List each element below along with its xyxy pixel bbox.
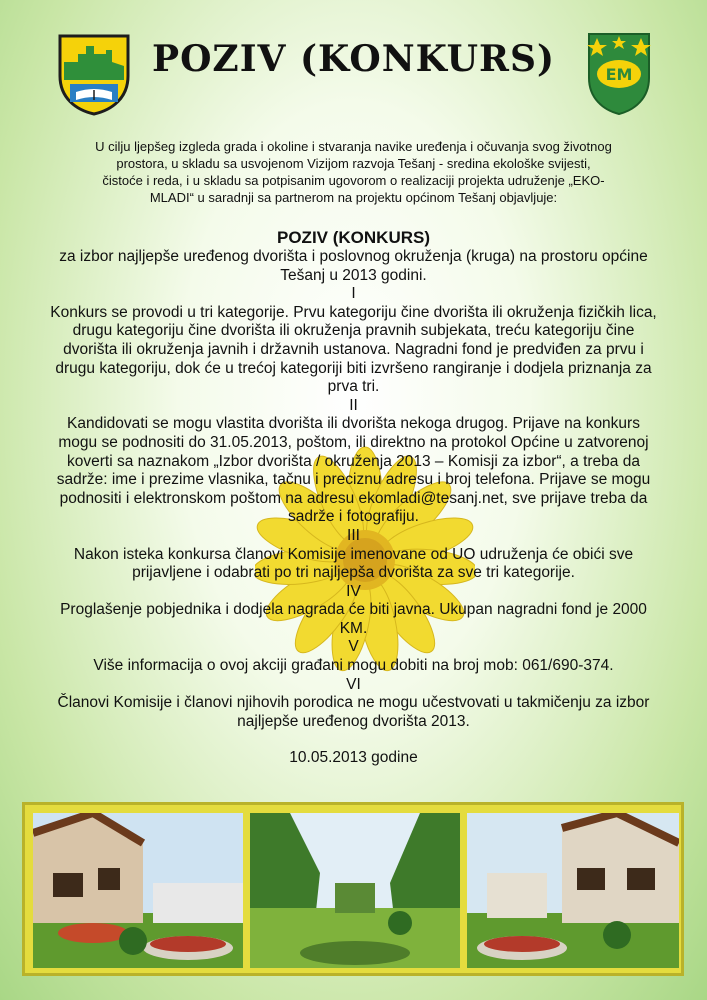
page-title: POZIV (KONKURS): [152, 38, 555, 80]
announcement-heading: POZIV (KONKURS): [277, 228, 430, 247]
announcement-subheading: za izbor najljepše uređenog dvorišta i poslovnog okruženja (kruga) na prostoru općine Tešanj u 2013 godini.: [59, 248, 648, 284]
section-number: II: [349, 396, 358, 414]
announcement-body: [50, 228, 657, 768]
garden-photo-1: [33, 813, 243, 968]
section-number: VI: [346, 675, 361, 693]
section-text: Konkurs se provodi u tri kategorije. Prvu kategoriju čine dvorišta ili okruženja fizičkih lica, drugu kategoriju čine dvorišta ili okruženja pravnih subjekata, treću kategoriju čine dvorišta ili okruženja javnih i državnih ustanova. Nagradni fond je predviđen za prvu i drugu kategoriju, dok će u trećoj kategoriji biti izvršeno rangiranje i dodjela priznanja za prva tri.: [50, 303, 657, 396]
section-number: I: [351, 285, 356, 303]
section-text: Kandidovati se mogu vlastita dvorišta ili dvorišta nekoga drugog. Prijave na konkurs mogu se podnositi do 31.05.2013, poštom, ili direktno na protokol Općine u zatvorenoj koverti sa naznakom „Izbor dvorišta / okruženja 2013 – Komisji za izbor“, a treba da sadrže: ime i prezime vlasnika, tačnu i preciznu adresu i broj telefona. Prijave se mogu podnositi i elektronskom poštom na adresu ekomladi@tesanj.net, sve prijave treba da sadrže i fotografiju.: [56, 415, 651, 526]
garden-photo-3: [467, 813, 679, 968]
section-text: Proglašenje pobjednika i dodjela nagrada će biti javna. Ukupan nagradni fond je 2000 KM.: [60, 601, 647, 637]
intro-paragraph: U cilju ljepšeg izgleda grada i okoline i stvaranja navike uređenja i očuvanja svog životnog prostora, u skladu sa usvojenom Vizijom razvoja Tešanj - sredina ekološke svijesti, čistoće i reda, i u skladu sa potpisanim ugovorom o realizaciji projekta udruženje „EKO-MLADI“ u saradnji sa partnerom na projektu općinom Tešanj objavljuje:: [95, 139, 612, 205]
section-text: Članovi Komisije i članovi njihovih porodica ne mogu učestvovati u takmičenju za izbor najljepše uređenog dvorišta 2013.: [57, 694, 650, 730]
announcement-date: 10.05.2013 godine: [289, 749, 418, 767]
section-number: V: [348, 638, 359, 656]
section-number: III: [347, 526, 360, 544]
section-number: IV: [346, 582, 361, 600]
section-text: Nakon isteka konkursa članovi Komisije imenovane od UO udruženja će obići sve prijavljene i odabrati po tri najljepša dvorišta za sve tri kategorije.: [73, 545, 634, 582]
garden-photo-2: [250, 813, 460, 968]
garden-photo-strip: [22, 802, 684, 976]
section-text: Više informacija o ovoj akciji građani mogu dobiti na broj mob: 061/690-374.: [93, 657, 614, 675]
logo-lettering: EM: [605, 65, 633, 84]
